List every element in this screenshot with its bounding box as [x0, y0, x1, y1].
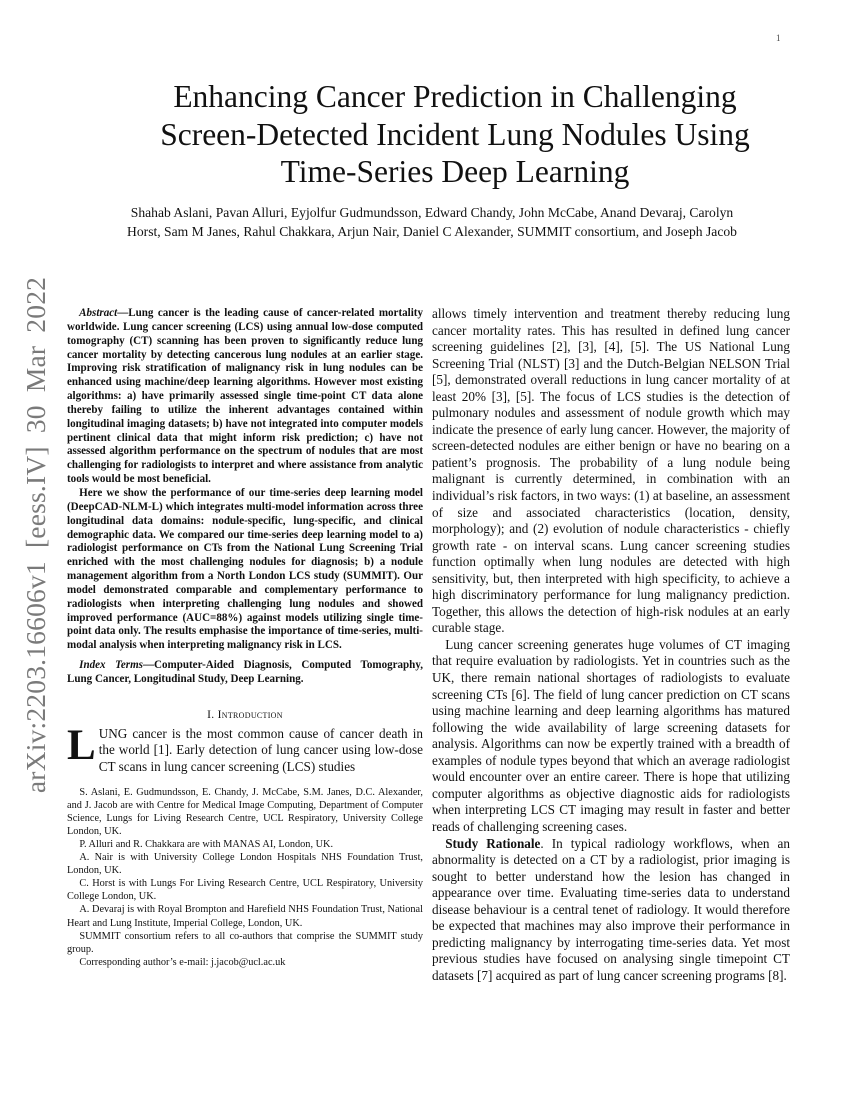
abstract: [67, 307, 423, 653]
abstract-dash: —: [117, 307, 129, 319]
paper-title: [60, 78, 850, 191]
abstract-paragraph-1: [67, 307, 423, 487]
arxiv-stamp: arXiv:2203.16606v1 [eess.IV] 30 Mar 2022: [20, 276, 51, 794]
footnote-1: S. Aslani, E. Gudmundsson, E. Chandy, J. McCabe, S.M. Janes, D.C. Alexander, and J. Jacob are with Centre for Medical Image Computing, Department of Computer Science, Lungs for Living Research Centre, UCL Respiratory, University College London, UK.: [67, 786, 423, 837]
authors-line-2: Horst, Sam M Janes, Rahul Chakkara, Arjun Nair, Daniel C Alexander, SUMMIT consortium, and Joseph Jacob: [127, 224, 737, 239]
footnote-5: A. Devaraj is with Royal Brompton and Harefield NHS Foundation Trust, National Heart and Lung Institute, Imperial College, London, UK.: [67, 904, 423, 929]
dropcap: L: [67, 721, 96, 769]
title-line-1: Enhancing Cancer Prediction in Challenging: [173, 79, 737, 114]
authors-line-1: Shahab Aslani, Pavan Alluri, Eyjolfur Gudmundsson, Edward Chandy, John McCabe, Anand Devaraj, Carolyn: [130, 205, 734, 220]
left-column: [67, 307, 423, 969]
intro-first-paragraph: [67, 721, 423, 776]
footnote-2: P. Alluri and R. Chakkara are with MANAS AI, London, UK.: [79, 838, 334, 850]
index-terms: [67, 659, 423, 687]
abstract-text-1: Lung cancer is the leading cause of cancer-related mortality worldwide. Lung cancer screening (LCS) using annual low-dose computed tomography (CT) scanning has been proven to significantly reduce lung cancer mortality by detecting cancerous lung nodules at an earlier stage. Improving risk stratification of malignancy risk in lung nodules can be enhanced using machine/deep learning algorithms. However most existing algorithms: a) have primarily assessed single time-point CT data alone thereby failing to utilize the inherent advantages contained within longitudinal imaging datasets; b) have not integrated into computer models pertinent clinical data that might inform risk prediction; c) have not assessed algorithm performance on the spectrum of nodules that are most challenging for radiologists to interpret and where assistance from analytic tools would be most beneficial.: [67, 307, 423, 486]
study-rationale-text: . In typical radiology workflows, when an abnormality is detected on a CT by a radiologist, prior imaging is sought to better understand how the lesion has changed in appearance over time. Evaluating time-series data to understand disease behaviour is a central tenet of radiology. It would therefore be expected that machines may also improve their performance in predicting malignancy by interrogating time-series data. Yet most previous studies have focused on analysing single timepoint CT datasets [7] acquired as part of lung cancer screening programs [8].: [432, 835, 790, 983]
intro-continuation: allows timely intervention and treatment thereby reducing lung cancer mortality rates. This has resulted in defined lung cancer screening guidelines [2], [3], [4], [5]. The US National Lung Screening Trial (NLST) [3] and the Dutch-Belgian NELSON Trial [5], demonstrated overall reductions in lung cancer mortality of at least 20% [3], [5]. The focus of LCS studies is the detection of pulmonary nodules and assessment of nodule growth which may indicate the presence of early lung cancer. However, the majority of screen-detected nodules are either benign or have no bearing on a patient’s prognosis. The probability of a lung nodule being malignant is currently determined, in combination with an individual’s risk factors, in two ways: (1) at baseline, an assessment of size and associated characteristics (location, density, morphology); and (2) evolution of nodule characteristics - chiefly growth rate - on interval scans. Lung cancer screening studies function optimally when lung nodules are detected with high sensitivity, but, then interpreted with high specificity, to achieve a high discriminatory performance for lung malignancy prediction. Together, this allows the detection of high-risk nodules at an early curable stage.: [432, 306, 790, 636]
index-terms-dash: —: [142, 659, 155, 672]
intro-paragraph-2: Lung cancer screening generates huge volumes of CT imaging that require evaluation by radiologists. Yet in countries such as the UK, there remain national shortages of radiologists to evaluate screening CTs [6]. The field of lung cancer prediction on CT scans using machine learning and deep learning algorithms has matured following the wide availability of large screening datasets for analysis. Algorithms can now be expertly trained with a breadth of examples of nodule types beyond that which an average radiologist would encounter over an entire career. There is hope that utilizing computer algorithms as objective diagnostic aids for radiologists when interpreting LCS CT imaging may result in faster and better reads of challenging screening cases.: [432, 636, 790, 834]
abstract-label: Abstract: [79, 307, 118, 319]
study-rationale-paragraph: [432, 836, 790, 985]
study-rationale-label: Study Rationale: [445, 835, 541, 851]
footnote-3: A. Nair is with University College London Hospitals NHS Foundation Trust, London, UK.: [67, 852, 423, 877]
title-line-3: Time-Series Deep Learning: [280, 154, 630, 189]
title-line-2: Screen-Detected Incident Lung Nodules Using: [160, 116, 750, 152]
footnote-corresponding-email: Corresponding author’s e-mail: j.jacob@ucl.ac.uk: [79, 956, 286, 968]
right-column: [432, 306, 790, 984]
page-number: 1: [776, 33, 781, 43]
footnote-4: C. Horst is with Lungs For Living Research Centre, UCL Respiratory, University College London, UK.: [67, 878, 423, 903]
abstract-paragraph-2: Here we show the performance of our time-series deep learning model (DeepCAD-NLM-L) which integrates multi-model information across three longitudinal data domains: nodule-specific, lung-specific, and clinical demographic data. We compared our time-series deep learning model to a) radiologist performance on CTs from the National Lung Screening Trial enriched with the most challenging nodules for diagnosis; b) a nodule management algorithm from a North London LCS study (SUMMIT). Our model demonstrated comparable and complementary performance to radiologists when interpreting challenging lung nodules and showed improved performance (AUC=88%) against models utilizing single time-point data only. The results emphasise the importance of time-series, multi-modal analysis when interpreting malignancy risk in LCS.: [67, 486, 423, 652]
index-terms-text: Computer-Aided Diagnosis, Computed Tomography, Lung Cancer, Longitudinal Study, Deep Learning.: [67, 659, 424, 685]
author-list: [62, 203, 802, 241]
intro-first-text: UNG cancer is the most common cause of cancer death in the world [1]. Early detection of lung cancer using low-dose CT scans in lung cancer screening (LCS) studies: [98, 725, 423, 774]
footnote-6: SUMMIT consortium refers to all co-authors that comprise the SUMMIT study group.: [67, 930, 423, 955]
affiliation-footnotes: [67, 786, 423, 969]
index-terms-label: Index Terms: [79, 659, 143, 672]
section-heading-introduction: I. Introduction: [207, 708, 283, 721]
